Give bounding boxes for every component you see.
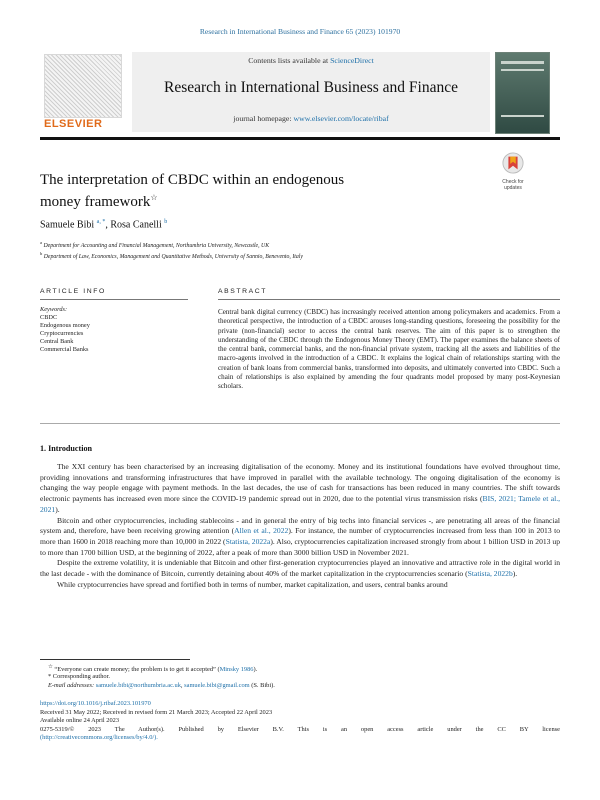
affiliation-marker: a: [40, 240, 42, 245]
license-text: 0275-5319/© 2023 The Author(s). Published by Elsevier B.V. This is an open access article under the CC BY license: [40, 725, 560, 733]
journal-banner: [40, 52, 560, 138]
footnote: [40, 673, 568, 682]
citation-link[interactable]: Minsky 1986: [219, 666, 254, 674]
cover-band: [501, 61, 544, 64]
keywords-label: Keywords:: [40, 306, 68, 313]
cover-band: [501, 69, 544, 71]
check-for-updates-badge[interactable]: [496, 152, 530, 191]
body-text: [40, 462, 560, 590]
check-updates-line-1: Check for: [502, 179, 524, 185]
footnote-text: ).: [253, 666, 258, 674]
paragraph-text: ). Also, cryptocurrencies capitalization increased strongly from about 1 billion USD in 2013 up to more than 1700 billion USD, at the beginning of 2022, after a peak of more than 3000 billion USD in November 2021.: [40, 536, 560, 557]
elsevier-tree-icon: [44, 54, 122, 118]
journal-title: Research in International Business and Finance: [164, 79, 458, 96]
keyword: Central Bank: [40, 338, 74, 346]
author-name[interactable]: Rosa Canelli: [110, 219, 162, 231]
keywords-block: [40, 306, 90, 355]
affiliation-text: Department for Accounting and Financial Management, Northumbria University, Newcastle, UK: [43, 242, 270, 249]
paragraph: [40, 558, 560, 579]
paragraph-text: ). For instance, the number of cryptocurrencies increased from less than 100 in 2013 to more than 1600 in 2018 reaching more than 10,000 in 2022 (: [40, 526, 560, 546]
title-line-1: The interpretation of CBDC within an endogenous: [40, 172, 345, 188]
author-affiliation-marker[interactable]: a, *: [96, 219, 106, 225]
paragraph-text: Despite the extreme volatility, it is undeniable that Bitcoin and other first-generation cryptocurrencies played an innovative and attractive role in the digital world in the last decade - with the dominance of Bitcoin, currently detaining about 40% of the market capitalization in the cryptocurrencies scenario (: [40, 558, 560, 579]
author-separator: ,: [105, 219, 111, 231]
journal-header: [132, 52, 490, 132]
cover-band: [501, 115, 544, 117]
article-info-heading: ARTICLE INFO: [40, 288, 106, 295]
abstract-rule: [218, 299, 560, 300]
paragraph: [40, 516, 560, 559]
keyword: Endogenous money: [40, 322, 90, 330]
email-separator: ,: [180, 682, 185, 689]
paragraph: [40, 580, 560, 591]
online-date: Available online 24 April 2023: [40, 717, 120, 725]
keyword: CBDC: [40, 314, 58, 322]
keyword: Cryptocurrencies: [40, 330, 84, 338]
affiliation-line: [40, 240, 269, 249]
footnote-text: Corresponding author.: [51, 673, 110, 680]
author-name[interactable]: Samuele Bibi: [40, 219, 95, 231]
email-label: E-mail addresses:: [48, 682, 95, 689]
footnote-text: “Everyone can create money; the problem is to get it accepted” (: [52, 666, 220, 674]
paragraph-text: ).: [512, 569, 518, 579]
license-link[interactable]: (http://creativecommons.org/licenses/by/4.0/).: [40, 734, 158, 742]
homepage-link[interactable]: www.elsevier.com/locate/ribaf: [293, 114, 389, 123]
email-line: [40, 682, 568, 691]
citation-link[interactable]: Allen et al., 2022: [234, 526, 289, 536]
abstract-bottom-rule: [40, 423, 560, 424]
contents-prefix: Contents lists available at: [248, 56, 329, 65]
affiliation-marker: b: [40, 251, 43, 256]
affiliation-text: Department of Law, Economics, Management and Quantitative Methods, University of Sannio, Benevento, Italy: [43, 253, 303, 260]
received-dates: Received 31 May 2022; Received in revised form 21 March 2023; Accepted 22 April 2023: [40, 708, 273, 716]
author-affiliation-marker[interactable]: b: [164, 219, 168, 225]
author-list: [40, 219, 167, 230]
check-updates-text: [496, 179, 530, 191]
keyword: Commercial Banks: [40, 346, 89, 354]
homepage-prefix: journal homepage:: [233, 114, 292, 123]
publisher-name: ELSEVIER: [44, 118, 103, 130]
publication-info: [40, 700, 560, 743]
elsevier-logo[interactable]: [40, 52, 126, 132]
affiliation-line: [40, 251, 303, 260]
title-line-2: money framework: [40, 194, 151, 210]
abstract-text: Central bank digital currency (CBDC) has increasingly received attention among policymakers and academics. From a theoretical perspective, the introduction of a CBDC arouses long-standing questions, foreseeing the possibility for the private (non-financial) sector to access the central bank reserves. The aim of this paper is to strengthen the understanding of the CBDC through the Endogenous Money Theory (EMT). The paper examines the balance sheets of the central bank, commercial banks, and the non-financial private system, tracking all the assets and liabilities of the macro-agents involved in the introduction of a CBDC. It explains the logical chain of relationships starting with the creation of bank loans from commercial banks, transformed into deposits, and ultimately converted into CBDC. Such a chain of relationships is also explained by amending the four quadrants model proposed by many post-Keynesian scholars.: [218, 308, 560, 391]
homepage-line: [132, 114, 490, 123]
abstract-heading: ABSTRACT: [218, 288, 268, 295]
check-updates-line-2: updates: [504, 185, 522, 191]
paragraph-text: While cryptocurrencies have spread and fortified both in terms of number, market capitalization, and users, central banks around: [57, 579, 448, 589]
header-rule: [40, 137, 560, 140]
doi-link[interactable]: https://doi.org/10.1016/j.ribaf.2023.101970: [40, 700, 151, 707]
journal-cover-thumbnail[interactable]: [495, 52, 550, 134]
email-text: (S. Bibi).: [249, 682, 275, 689]
citation-link[interactable]: Statista, 2022a: [225, 536, 271, 546]
running-head[interactable]: Research in International Business and Finance 65 (2023) 101970: [199, 27, 401, 36]
section-heading: 1. Introduction: [40, 444, 93, 453]
paragraph: [40, 462, 560, 516]
citation-link[interactable]: Statista, 2022b: [467, 569, 513, 579]
contents-line: [132, 56, 490, 65]
email-link[interactable]: samuele.bibi@gmail.com: [184, 682, 250, 689]
sciencedirect-link[interactable]: ScienceDirect: [330, 56, 374, 65]
title-footnote-marker[interactable]: ☆: [150, 193, 158, 202]
article-title: [40, 171, 460, 211]
citation-link[interactable]: BIS, 2021; Tamele et al., 2021: [40, 494, 561, 514]
footnote-rule: [40, 659, 190, 660]
paragraph-text: Bitcoin and other cryptocurrencies, including stablecoins - and in general the entry of big techs into financial services -, are penetrating all areas of the financial system and, therefore, have been receiving growing attention (: [40, 515, 560, 536]
check-updates-icon: [502, 152, 524, 174]
footnote-marker: *: [48, 673, 52, 680]
paragraph-text: The XXI century has been characterised by an increasing digitalisation of the economy. Money and its institutional foundations have evolved throughout time, providing innovations and transforming infrastructures that have improved in parallel with the available technology. The ongoing digitalisation of the economy is changing the way people engage with payment methods. In the last decades, the use of cash for transactions has been reduced in many countries. The shift towards electronic payments has increased even more since the COVID-19 pandemic spread out in 2020, due to the potential virus transmission risks (: [40, 462, 560, 504]
footnote-marker: ☆: [48, 664, 53, 670]
article-info-rule: [40, 299, 188, 300]
paragraph-text: ).: [55, 504, 60, 514]
email-link[interactable]: samuele.bibi@northumbria.ac.uk: [95, 682, 181, 689]
